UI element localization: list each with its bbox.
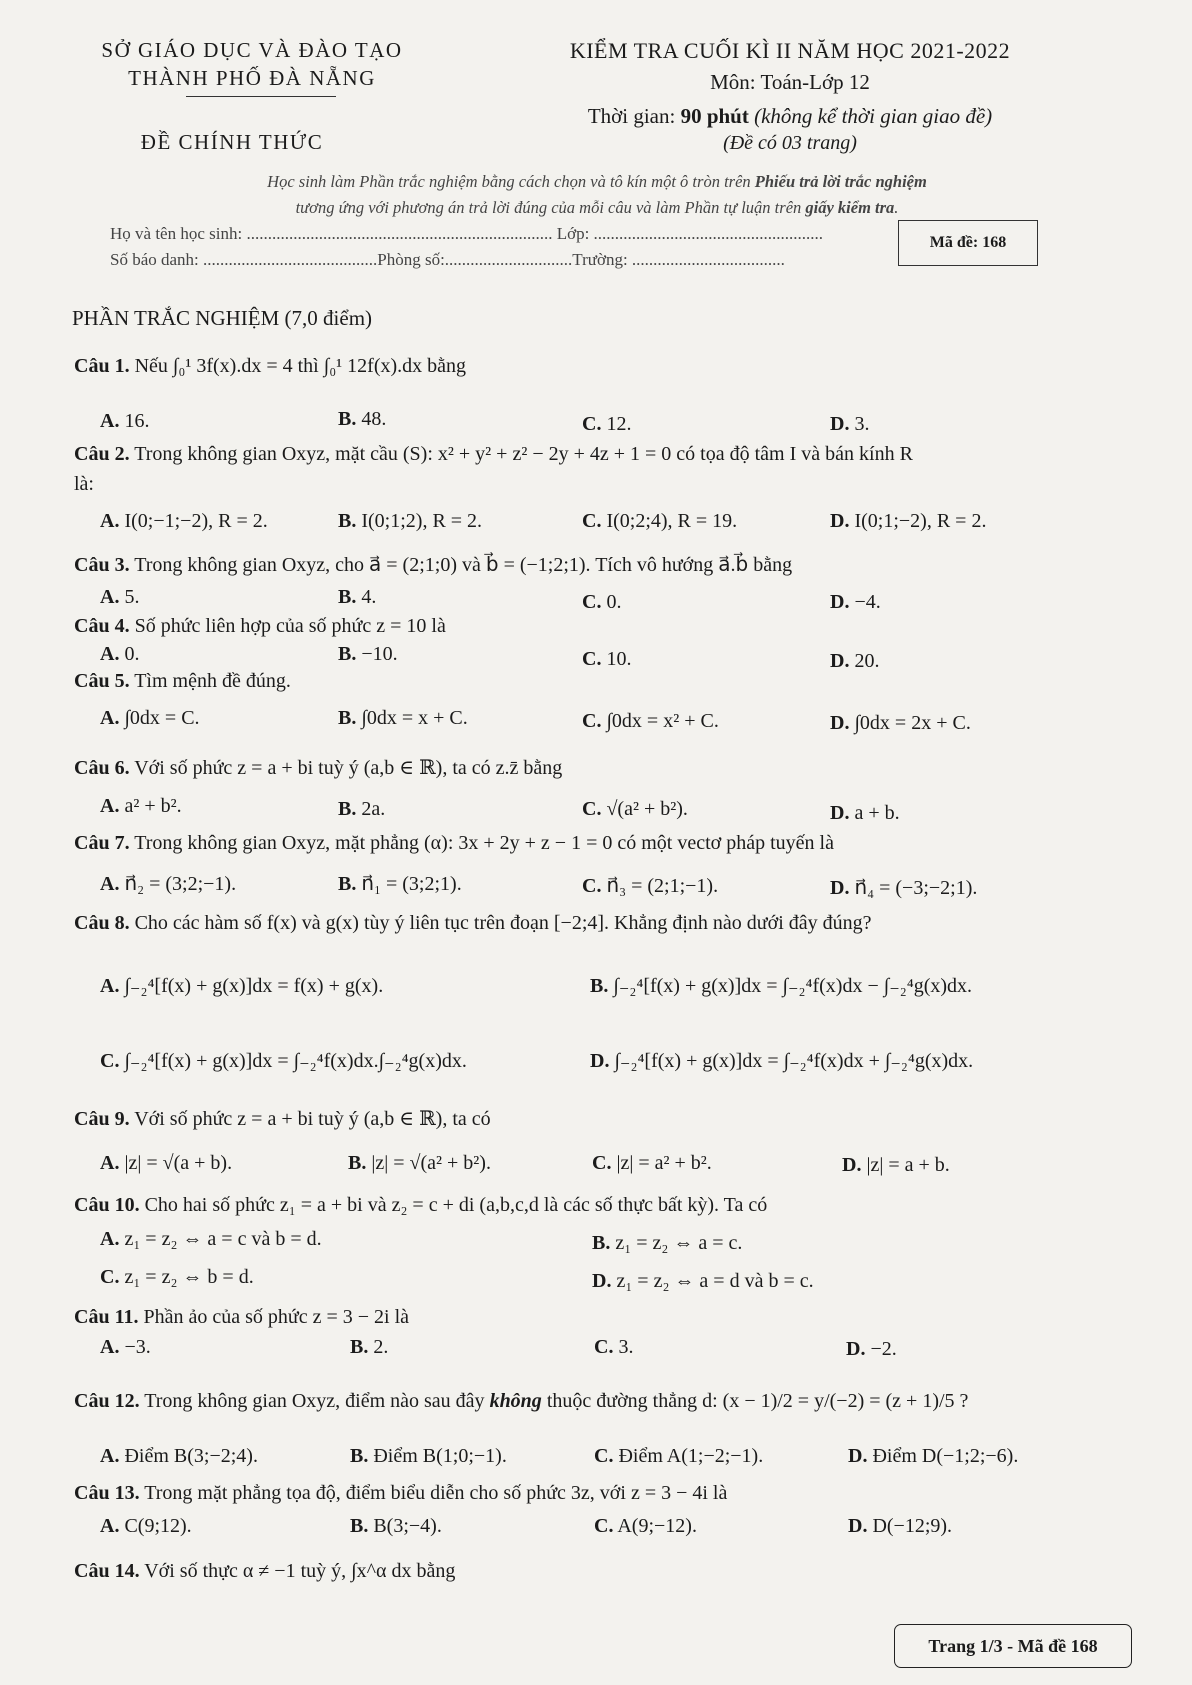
option-11b: B. 2. bbox=[350, 1336, 389, 1358]
option-6c: C. √(a² + b²). bbox=[582, 798, 688, 820]
question-2-continued: là: bbox=[74, 473, 94, 495]
exam-code-box: Mã đề: 168 bbox=[898, 220, 1038, 266]
question-label: Câu 11. bbox=[74, 1306, 139, 1328]
question-text: Trong không gian Oxyz, mặt cầu (S): x² + y² + z² − 2y + 4z + 1 = 0 có tọa độ tâm I và bán kính R bbox=[134, 443, 913, 465]
question-label: Câu 14. bbox=[74, 1560, 140, 1582]
option-13a: A. C(9;12). bbox=[100, 1515, 192, 1537]
option-6a: A. a² + b². bbox=[100, 795, 182, 817]
instruction-emphasis: Phiếu trả lời trắc nghiệm bbox=[754, 172, 927, 191]
option-3d: D. −4. bbox=[830, 591, 881, 613]
question-3 bbox=[74, 552, 792, 577]
question-text: Tìm mệnh đề đúng. bbox=[134, 670, 291, 692]
option-13c: C. A(9;−12). bbox=[594, 1515, 697, 1537]
option-9a: A. |z| = √(a + b). bbox=[100, 1152, 233, 1174]
question-label: Câu 2. bbox=[74, 443, 130, 465]
option-2d: D. I(0;1;−2), R = 2. bbox=[830, 510, 987, 532]
question-text: Phần ảo của số phức z = 3 − 2i là bbox=[143, 1306, 410, 1328]
subject-line: Môn: Toán-Lớp 12 bbox=[710, 70, 870, 94]
question-text: Trong không gian Oxyz, mặt phẳng (α): 3x + 2y + z − 1 = 0 có một vectơ pháp tuyến là bbox=[134, 832, 834, 854]
option-5a: A. ∫0dx = C. bbox=[100, 707, 200, 729]
option-13d: D. D(−12;9). bbox=[848, 1515, 953, 1537]
question-label: Câu 5. bbox=[74, 670, 130, 692]
question-text: Nếu ∫₀¹ 3f(x).dx = 4 thì ∫₀¹ 12f(x).dx bằng bbox=[134, 355, 467, 377]
question-label: Câu 3. bbox=[74, 554, 130, 576]
option-8b: B. ∫₋₂⁴[f(x) + g(x)]dx = ∫₋₂⁴f(x)dx − ∫₋₂⁴g(x)dx. bbox=[590, 975, 973, 997]
question-text: Trong không gian Oxyz, điểm nào sau đây bbox=[144, 1390, 490, 1412]
option-7a: A. n⃗₂ = (3;2;−1). bbox=[100, 873, 237, 895]
student-name-field: Họ và tên học sinh: ........................................................................ Lớp: ...................................................... bbox=[110, 224, 824, 243]
question-text: Cho hai số phức z₁ = a + bi và z₂ = c + di (a,b,c,d là các số thực bất kỳ). Ta có bbox=[144, 1194, 768, 1216]
option-8a: A. ∫₋₂⁴[f(x) + g(x)]dx = f(x) + g(x). bbox=[100, 975, 384, 997]
exam-title: KIỂM TRA CUỐI KÌ II NĂM HỌC 2021-2022 bbox=[569, 38, 1011, 63]
city-underline bbox=[186, 96, 336, 97]
question-text: Số phức liên hợp của số phức z = 10 là bbox=[134, 615, 446, 637]
option-4d: D. 20. bbox=[830, 650, 880, 672]
option-9d: D. |z| = a + b. bbox=[842, 1154, 950, 1176]
question-text: Cho các hàm số f(x) và g(x) tùy ý liên tục trên đoạn [−2;4]. Khẳng định nào dưới đây đúng? bbox=[134, 912, 872, 934]
option-6b: B. 2a. bbox=[338, 798, 386, 820]
city-name: THÀNH PHỐ ĐÀ NẴNG bbox=[128, 66, 376, 90]
question-label: Câu 8. bbox=[74, 912, 130, 934]
question-label: Câu 6. bbox=[74, 757, 130, 779]
option-6d: D. a + b. bbox=[830, 802, 900, 824]
question-label: Câu 9. bbox=[74, 1108, 130, 1130]
option-5c: C. ∫0dx = x² + C. bbox=[582, 710, 719, 732]
question-12 bbox=[74, 1390, 968, 1413]
question-9 bbox=[74, 1106, 491, 1131]
question-11 bbox=[74, 1306, 409, 1329]
time-duration: 90 phút bbox=[680, 104, 749, 128]
question-6 bbox=[74, 755, 562, 780]
option-3b: B. 4. bbox=[338, 586, 377, 608]
page-count-note: (Đề có 03 trang) bbox=[723, 132, 857, 154]
question-text: Với số phức z = a + bi tuỳ ý (a,b ∈ ℝ), ta có z.z̄ bằng bbox=[134, 757, 563, 779]
department-name: SỞ GIÁO DỤC VÀ ĐÀO TẠO bbox=[101, 38, 403, 62]
question-label: Câu 12. bbox=[74, 1390, 140, 1412]
question-1 bbox=[74, 355, 466, 378]
question-14 bbox=[74, 1560, 455, 1583]
question-label: Câu 7. bbox=[74, 832, 130, 854]
option-5d: D. ∫0dx = 2x + C. bbox=[830, 712, 971, 734]
question-10 bbox=[74, 1194, 767, 1217]
question-5 bbox=[74, 670, 291, 693]
option-7d: D. n⃗₄ = (−3;−2;1). bbox=[830, 877, 978, 899]
option-12a: A. Điểm B(3;−2;4). bbox=[100, 1445, 258, 1467]
instruction-line-2 bbox=[82, 198, 1112, 218]
option-4c: C. 10. bbox=[582, 648, 632, 670]
option-2a: A. I(0;−1;−2), R = 2. bbox=[100, 510, 268, 532]
option-2b: B. I(0;1;2), R = 2. bbox=[338, 510, 483, 532]
option-11c: C. 3. bbox=[594, 1336, 634, 1358]
option-3a: A. 5. bbox=[100, 586, 140, 608]
option-10b: B. z₁ = z₂ ⇔ a = c. bbox=[592, 1232, 743, 1254]
instruction-emphasis: giấy kiểm tra bbox=[805, 198, 895, 217]
option-9c: C. |z| = a² + b². bbox=[592, 1152, 712, 1174]
option-7b: B. n⃗₁ = (3;2;1). bbox=[338, 873, 462, 895]
instruction-line-1 bbox=[82, 172, 1112, 192]
option-13b: B. B(3;−4). bbox=[350, 1515, 442, 1537]
question-text: thuộc đường thẳng d: (x − 1)/2 = y/(−2) = (z + 1)/5 ? bbox=[541, 1390, 969, 1412]
question-8 bbox=[74, 912, 872, 935]
question-7 bbox=[74, 832, 834, 855]
section-title: PHẦN TRẮC NGHIỆM (7,0 điểm) bbox=[72, 306, 373, 330]
question-text: Với số phức z = a + bi tuỳ ý (a,b ∈ ℝ), ta có bbox=[134, 1108, 491, 1130]
student-id-field: Số báo danh: .........................................Phòng số:..............................Trường: .................................... bbox=[110, 250, 785, 269]
option-10d: D. z₁ = z₂ ⇔ a = d và b = c. bbox=[592, 1270, 814, 1292]
question-13 bbox=[74, 1482, 727, 1505]
question-text: Trong mặt phẳng tọa độ, điểm biểu diễn cho số phức 3z, với z = 3 − 4i là bbox=[144, 1482, 728, 1504]
question-label: Câu 4. bbox=[74, 615, 130, 637]
question-label: Câu 13. bbox=[74, 1482, 140, 1504]
question-text: Với số thực α ≠ −1 tuỳ ý, ∫x^α dx bằng bbox=[144, 1560, 456, 1582]
option-8d: D. ∫₋₂⁴[f(x) + g(x)]dx = ∫₋₂⁴f(x)dx + ∫₋₂⁴g(x)dx. bbox=[590, 1050, 974, 1072]
option-3c: C. 0. bbox=[582, 591, 622, 613]
option-1a: A. 16. bbox=[100, 410, 150, 432]
page-footer: Trang 1/3 - Mã đề 168 bbox=[894, 1624, 1132, 1668]
official-label: ĐỀ CHÍNH THỨC bbox=[140, 130, 324, 154]
instruction-text: tương ứng với phương án trả lời đúng của mỗi câu và làm Phần tự luận trên bbox=[295, 198, 806, 217]
option-7c: C. n⃗₃ = (2;1;−1). bbox=[582, 875, 719, 897]
option-1c: C. 12. bbox=[582, 413, 632, 435]
question-label: Câu 10. bbox=[74, 1194, 140, 1216]
option-2c: C. I(0;2;4), R = 19. bbox=[582, 510, 738, 532]
question-label: Câu 1. bbox=[74, 355, 130, 377]
option-5b: B. ∫0dx = x + C. bbox=[338, 707, 468, 729]
option-1b: B. 48. bbox=[338, 408, 387, 430]
option-1d: D. 3. bbox=[830, 413, 870, 435]
instruction-text: . bbox=[894, 198, 899, 217]
option-4a: A. 0. bbox=[100, 643, 140, 665]
option-12d: D. Điểm D(−1;2;−6). bbox=[848, 1445, 1019, 1467]
question-emphasis: không bbox=[489, 1390, 542, 1412]
time-line bbox=[470, 104, 1110, 129]
time-prefix: Thời gian: bbox=[587, 104, 681, 128]
instruction-text: Học sinh làm Phần trắc nghiệm bằng cách chọn và tô kín một ô tròn trên bbox=[267, 172, 755, 191]
question-text: Trong không gian Oxyz, cho a⃗ = (2;1;0) và b⃗ = (−1;2;1). Tích vô hướng a⃗.b⃗ bằng bbox=[134, 554, 793, 576]
option-8c: C. ∫₋₂⁴[f(x) + g(x)]dx = ∫₋₂⁴f(x)dx.∫₋₂⁴g(x)dx. bbox=[100, 1050, 467, 1072]
option-9b: B. |z| = √(a² + b²). bbox=[348, 1152, 491, 1174]
question-2 bbox=[74, 443, 913, 466]
option-10a: A. z₁ = z₂ ⇔ a = c và b = d. bbox=[100, 1228, 322, 1250]
option-12b: B. Điểm B(1;0;−1). bbox=[350, 1445, 507, 1467]
option-11a: A. −3. bbox=[100, 1336, 151, 1358]
time-suffix: (không kể thời gian giao đề) bbox=[748, 104, 993, 128]
option-11d: D. −2. bbox=[846, 1338, 897, 1360]
option-12c: C. Điểm A(1;−2;−1). bbox=[594, 1445, 764, 1467]
question-4 bbox=[74, 615, 446, 638]
option-4b: B. −10. bbox=[338, 643, 398, 665]
option-10c: C. z₁ = z₂ ⇔ b = d. bbox=[100, 1266, 254, 1288]
